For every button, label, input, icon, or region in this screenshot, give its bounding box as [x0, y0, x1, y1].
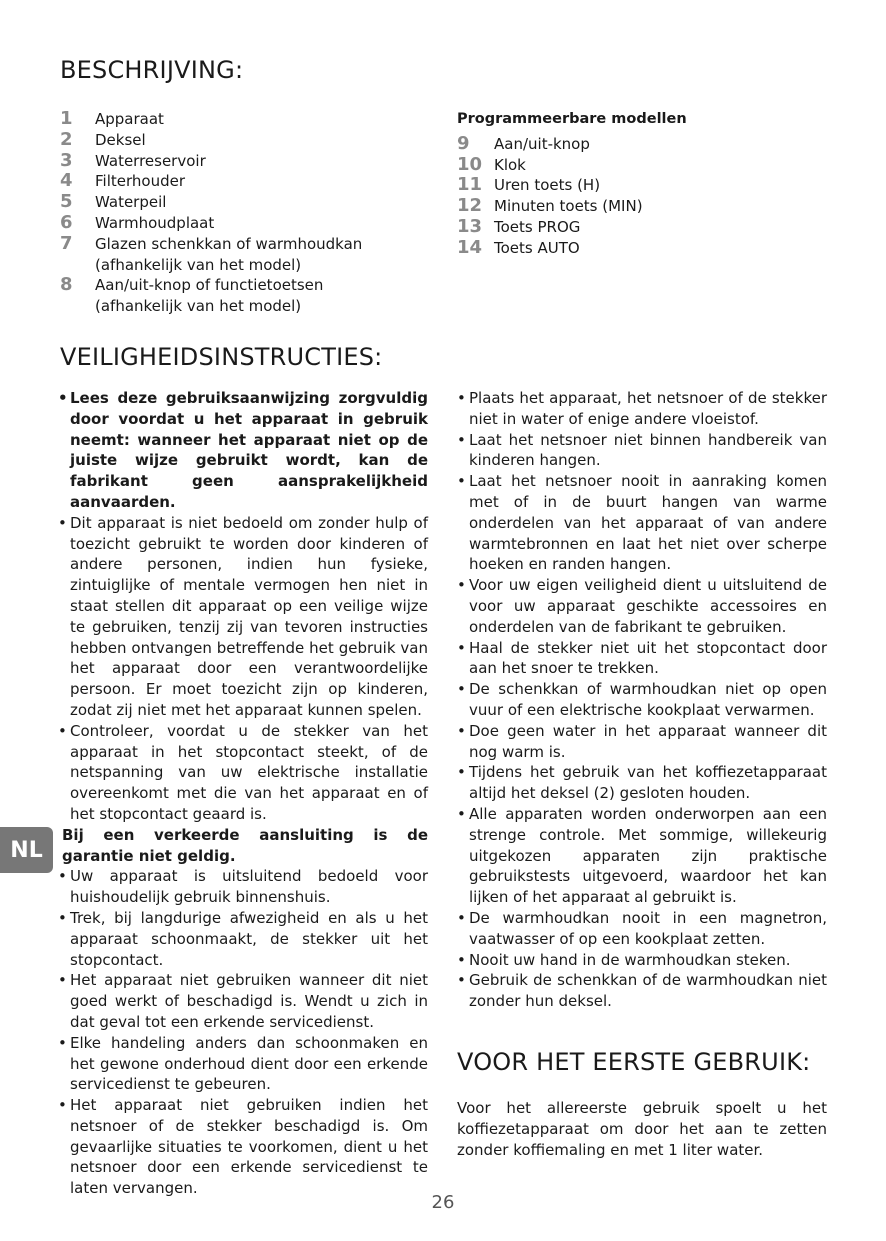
item-text: Laat het netsnoer niet binnen handbereik van kinderen hangen. — [469, 430, 827, 470]
list-item — [58, 908, 428, 970]
part-label: Toets AUTO — [494, 238, 580, 257]
page-number: 26 — [431, 1192, 455, 1213]
part-number: 6 — [60, 211, 73, 233]
item-text: Het apparaat niet gebruiken indien het netsnoer of de stekker beschadigd is. Om gevaarlijke situaties te voorkomen, dient u het netsnoer door een erkende servicedienst te laten vervangen. — [70, 1096, 428, 1198]
list-item — [60, 130, 440, 151]
list-item — [457, 970, 827, 1012]
first-use-heading: VOOR HET EERSTE GEBRUIK: — [457, 1048, 811, 1076]
bullet: • — [58, 721, 67, 740]
part-number: 5 — [60, 191, 73, 213]
list-item — [58, 1095, 428, 1199]
list-item — [457, 238, 837, 259]
list-item — [457, 804, 827, 908]
programmable-heading: Programmeerbare modellen — [457, 111, 687, 127]
part-number: 2 — [60, 128, 73, 150]
list-item — [457, 575, 827, 637]
list-item — [457, 155, 837, 176]
bullet: • — [457, 804, 466, 823]
part-number: 9 — [457, 132, 470, 154]
list-item — [457, 908, 827, 950]
part-number: 12 — [457, 195, 483, 217]
item-text: Gebruik de schenkkan of de warmhoudkan niet zonder hun deksel. — [469, 971, 827, 1011]
parts-list-right — [457, 109, 837, 259]
language-tab: NL — [0, 827, 53, 873]
item-text: Voor uw eigen veiligheid dient u uitsluitend de voor uw apparaat geschikte accessoires en onderdelen van de fabrikant te gebruiken. — [469, 576, 827, 636]
part-label: Uren toets (H) — [494, 176, 601, 195]
list-item — [60, 275, 440, 317]
list-item — [58, 970, 428, 1032]
item-text: Elke handeling anders dan schoonmaken en het gewone onderhoud dient door een erkende servicedienst te gebeuren. — [70, 1033, 428, 1094]
part-number: 3 — [60, 149, 73, 171]
bullet: • — [457, 721, 466, 740]
item-text: Uw apparaat is uitsluitend bedoeld voor huishoudelijk gebruik binnenshuis. — [70, 867, 428, 907]
list-item — [58, 1033, 428, 1095]
part-label: Toets PROG — [494, 217, 581, 236]
list-item — [60, 171, 440, 192]
part-label: Deksel — [95, 130, 146, 149]
part-label: Waterreservoir — [95, 151, 206, 170]
list-item — [457, 762, 827, 804]
item-text: Alle apparaten worden onderworpen aan een strenge controle. Met sommige, willekeurig uitgekozen apparaten zijn praktische gebruikstests uitgevoerd, waardoor het kan lijken of het apparaat al gebruikt is. — [469, 804, 827, 907]
item-text: Plaats het apparaat, het netsnoer of de stekker niet in water of enige andere vloeistof. — [469, 389, 827, 428]
list-item — [457, 679, 827, 721]
bullet: • — [58, 1096, 67, 1115]
item-text: Doe geen water in het apparaat wanneer dit nog warm is. — [469, 721, 827, 761]
part-label-note: (afhankelijk van het model) — [95, 255, 302, 274]
part-number: 10 — [457, 153, 483, 175]
item-text: De warmhoudkan nooit in een magnetron, vaatwasser of op een kookplaat zetten. — [469, 908, 827, 948]
part-number: 13 — [457, 215, 483, 237]
list-item — [457, 638, 827, 680]
list-item — [58, 721, 428, 825]
bullet: • — [457, 680, 466, 699]
part-label — [95, 275, 440, 317]
bullet: • — [457, 971, 466, 990]
bullet: • — [457, 908, 466, 927]
item-text: Lees deze gebruiksaanwijzing zorgvuldig door voordat u het apparaat in gebruik neemt: wanneer het apparaat niet op de juiste wijze gebruikt wordt, kan de fabrikant geen aansprakelijkheid aanvaarden. — [70, 389, 428, 511]
item-text: Trek, bij langdurige afwezigheid en als u het apparaat schoonmaakt, de stekker uit het stopcontact. — [70, 908, 428, 969]
list-item — [457, 721, 827, 763]
item-text: Dit apparaat is niet bedoeld om zonder hulp of toezicht gebruikt te worden door kinderen of andere personen, indien hun fysieke, zintuiglijke of mentale vermogen hen niet in staat stellen dit apparaat op een veilige wijze te gebruiken, tenzij zij van tevoren instructies hebben ontvangen betreffende het gebruik van het apparaat door een verantwoordelijke persoon. Er moet toezicht zijn op kinderen, zodat zij niet met het apparaat kunnen spelen. — [70, 513, 428, 719]
parts-list-left — [60, 109, 440, 317]
part-label: Minuten toets (MIN) — [494, 197, 643, 216]
part-label: Filterhouder — [95, 172, 185, 191]
part-number: 11 — [457, 174, 483, 196]
part-number: 14 — [457, 236, 483, 258]
bullet: • — [58, 908, 67, 927]
bullet: • — [457, 430, 466, 449]
list-item — [457, 217, 837, 238]
list-item — [60, 109, 440, 130]
part-label: Apparaat — [95, 110, 164, 128]
bullet: • — [58, 971, 67, 990]
warranty-warning: Bij een verkeerde aansluiting is de garantie niet geldig. — [62, 825, 428, 865]
item-text: Haal de stekker niet uit het stopcontact door aan het snoer te trekken. — [469, 638, 827, 678]
part-number: 1 — [60, 108, 73, 129]
bullet: • — [457, 389, 466, 407]
list-item — [60, 151, 440, 172]
safety-column-right — [457, 388, 827, 1012]
safety-column-left — [58, 388, 428, 1199]
list-item — [457, 950, 827, 971]
part-label-main: Aan/uit-knop of functietoetsen — [95, 276, 324, 295]
bullet: • — [457, 763, 466, 782]
bullet: • — [58, 1033, 67, 1052]
list-item — [457, 388, 827, 430]
bullet: • — [58, 389, 68, 407]
bullet: • — [58, 513, 67, 532]
list-item — [58, 388, 428, 513]
item-text: Nooit uw hand in de warmhoudkan steken. — [469, 950, 791, 969]
item-text: Het apparaat niet gebruiken wanneer dit niet goed werkt of beschadigd is. Wendt u zich in dat geval tot een erkende servicedienst. — [70, 971, 428, 1031]
list-item — [58, 513, 428, 721]
list-item — [60, 213, 440, 234]
safety-heading: VEILIGHEIDSINSTRUCTIES: — [60, 343, 383, 371]
bullet: • — [457, 576, 466, 595]
part-label: Klok — [494, 155, 526, 174]
bullet: • — [58, 867, 67, 886]
list-item — [457, 175, 837, 196]
part-number: 8 — [60, 274, 73, 296]
item-text: Tijdens het gebruik van het koffiezetapparaat altijd het deksel (2) gesloten houden. — [469, 763, 827, 803]
list-item — [457, 471, 827, 575]
part-label-main: Glazen schenkkan of warmhoudkan — [95, 234, 363, 253]
part-label — [95, 234, 440, 276]
part-label: Warmhoudplaat — [95, 213, 215, 232]
list-item — [60, 192, 440, 213]
part-number: 7 — [60, 232, 73, 254]
description-heading: BESCHRIJVING: — [60, 56, 244, 84]
list-item — [58, 866, 428, 908]
first-use-text: Voor het allereerste gebruik spoelt u het koffiezetapparaat om door het aan te zetten zonder koffiemaling en met 1 liter water. — [457, 1099, 827, 1159]
bullet: • — [457, 472, 466, 491]
part-label: Aan/uit-knop — [494, 134, 590, 153]
part-label-note: (afhankelijk van het model) — [95, 297, 302, 316]
part-label: Waterpeil — [95, 193, 167, 212]
part-number: 4 — [60, 170, 73, 192]
list-item — [457, 134, 837, 155]
bullet: • — [457, 950, 466, 969]
list-item — [457, 196, 837, 217]
item-text: De schenkkan of warmhoudkan niet op open vuur of een elektrische kookplaat verwarmen. — [469, 680, 827, 719]
bullet: • — [457, 638, 466, 657]
list-item — [60, 234, 440, 276]
list-item — [457, 430, 827, 472]
item-text: Controleer, voordat u de stekker van het apparaat in het stopcontact steekt, of de netspanning van uw elektrische installatie overeenkomt met die van het apparaat en of het stopcontact geaard is. — [70, 721, 428, 823]
item-text: Laat het netsnoer nooit in aanraking komen met of in de buurt hangen van warme onderdelen van het apparaat of van andere warmtebronnen en laat het niet over scherpe hoeken en randen hangen. — [469, 472, 827, 574]
